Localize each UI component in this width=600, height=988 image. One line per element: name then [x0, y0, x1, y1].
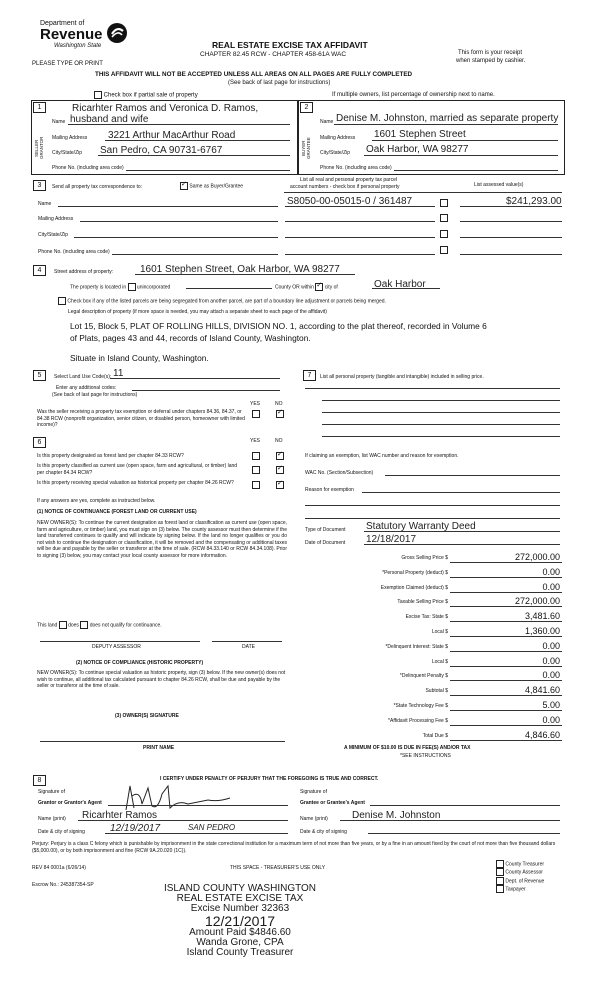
buyer-num: 2 [300, 102, 313, 113]
seller-name-line1: Ricarhter Ramos and Veronica D. Ramos, [72, 103, 259, 114]
tax-row-value: 4,841.60 [524, 685, 560, 696]
tax-row-label: *Delinquent Interest: State $ [385, 643, 448, 650]
city-of-checkbox[interactable] [315, 283, 323, 291]
parcel-number: S8050-00-05015-0 / 361487 [287, 196, 413, 207]
tax-row-label: Taxable Selling Price $ [397, 599, 448, 606]
dept-state: Washington State [54, 43, 102, 49]
grantor-city: SAN PEDRO [188, 823, 236, 832]
section7-num: 7 [303, 370, 316, 381]
if-yes-note: If any answers are yes, complete as instructed below. [37, 498, 156, 504]
s5-yes: YES [250, 401, 261, 407]
tax-row-value: 272,000.00 [514, 596, 560, 607]
seller-phone-label: Phone No. (including area code) [52, 165, 124, 171]
parcel-header-1: List all real and personal property tax parcel [300, 177, 397, 183]
multiple-owners-note: If multiple owners, list percentage of ownership next to name. [332, 92, 495, 98]
buyer-side-label: BUYER GRANTEE [301, 137, 311, 159]
copy-county-treasurer[interactable]: County Treasurer [496, 860, 544, 868]
grantor-date: 12/19/2017 [110, 823, 161, 834]
historic-yes[interactable] [252, 481, 260, 489]
buyer-phone-label: Phone No. (including area code) [320, 165, 392, 171]
assessed-header: List assessed value(s) [474, 182, 524, 188]
partial-sale-checkbox[interactable] [94, 91, 102, 99]
grantee-agent-label: Grantee or Grantee's Agent [300, 800, 365, 806]
parcel-2-personal-checkbox[interactable] [440, 214, 448, 222]
tax-row-value: 4,846.60 [524, 729, 560, 740]
legal-1: Lot 15, Block 5, PLAT OF ROLLING HILLS, DIVISION NO. 1, according to the plat thereof, recorded in Volume 6 [70, 321, 487, 331]
buyer-city-label: City/State/Zip [320, 150, 351, 156]
stamp-line4: 12/21/2017 [204, 913, 276, 929]
land-use-label: Select Land Use Code(s): [54, 374, 112, 380]
forest-question: Is this property designated as forest land per chapter 84.33 RCW? [37, 453, 184, 459]
reason-label: Reason for exemption [305, 487, 354, 493]
tax-row-label: Total Due $ [422, 732, 448, 739]
tax-row-underline [450, 740, 562, 741]
receipt-note-1: This form is your receipt [458, 50, 523, 56]
tax-row-value: 1,360.00 [524, 626, 560, 636]
section6-num: 6 [33, 437, 46, 448]
notice2-title: (2) NOTICE OF COMPLIANCE (HISTORIC PROPERTY) [76, 660, 204, 666]
property-city: Oak Harbor [374, 279, 426, 290]
grantor-date-label: Date & city of signing [38, 829, 85, 835]
tax-row-underline [450, 577, 562, 578]
tax-row-underline [450, 562, 562, 563]
tax-row-label: Local $ [431, 629, 448, 635]
doc-date: 12/18/2017 [366, 534, 417, 545]
stamp-line7: Island County Treasurer [186, 947, 294, 958]
forest-yes[interactable] [252, 452, 260, 460]
minimum-due: A MINIMUM OF $10.00 IS DUE IN FEE(S) AND/OR TAX [344, 745, 471, 751]
tax-row-value: 3,481.60 [524, 611, 560, 622]
tax-row-label: Excise Tax: State $ [405, 614, 448, 621]
parcel-header-2: account numbers - check box if personal property [290, 184, 400, 190]
copy-taxpayer[interactable]: Taxpayer [496, 885, 544, 893]
print-name: PRINT NAME [143, 745, 175, 751]
see-instructions: *SEE INSTRUCTIONS [400, 753, 451, 759]
does-not-checkbox[interactable] [80, 621, 88, 629]
legal-label: Legal description of property (if more space is needed, you may attach a separate sheet to each page of the affidavit) [68, 309, 327, 315]
grantor-name: Ricarhter Ramos [82, 810, 158, 821]
notice1-text: NEW OWNER(S): To continue the current designation as forest land or classification as current use (open space, farm and agriculture, or timber) land, you must sign on (3) below. The county assessor must then determine if the land transferred continues to qualify and will indicate by signing below. If the land no longer qualifies or you do not wish to continue the designation or classification, it will be removed and the compensating or additional taxes will be due and payable by the seller or transferor at the time of sale. (RCW 84.33.140 or RCW 84.34.108). Prior to signing (3) below, you may contact your local county assessor for more information. [37, 520, 287, 559]
stamp-line6: Wanda Grone, CPA [196, 937, 284, 948]
parcel-4-personal-checkbox[interactable] [440, 246, 448, 254]
seller-mailing: 3221 Arthur MacArthur Road [108, 130, 236, 141]
seller-mailing-label: Mailing Address [52, 135, 88, 141]
tax-row-value: 5.00 [542, 700, 560, 710]
tax-row-underline [450, 606, 562, 607]
tax-row-label: Gross Selling Price $ [401, 555, 448, 561]
legal-2: of Plats, pages 43 and 44, records of Island County, Washington. [70, 333, 311, 343]
tax-row-value: 0.00 [542, 655, 560, 666]
stamp-line1: ISLAND COUNTY WASHINGTON [163, 883, 317, 894]
personal-property-label: List all personal property (tangible and intangible) included in selling price. [320, 374, 484, 380]
county-within: County OR within ✓ city of [275, 283, 338, 291]
tax-row-label: *Delinquent Penalty $ [399, 673, 448, 680]
s3-mailing-label: Mailing Address [38, 216, 74, 222]
tax-row-underline [450, 695, 562, 696]
s6-no: NO [275, 438, 283, 444]
seller-side-label: SELLER GRANTOR [34, 136, 44, 160]
tax-row-label: *Affidavit Processing Fee $ [388, 717, 448, 724]
seller-num: 1 [33, 102, 46, 113]
tax-row-label: Exemption Claimed (deduct) $ [380, 584, 448, 591]
tax-row-underline [450, 666, 562, 667]
notice2-text: NEW OWNER(S): To continue special valuation as historic property, sign (3) below. If the new owner(s) does not wish to continue, all additional tax calculated pursuant to chapter 84.26 RCW, shall be due and payable by the seller or transferor at the time of sale. [37, 670, 286, 689]
tax-row-label: Local $ [431, 658, 448, 665]
copy-county-assessor[interactable]: County Assessor [496, 868, 544, 876]
segregated-line: Check box if any of the listed parcels are being segregated from another parcel, are part of a boundary line adjustment or parcels being merged. [58, 297, 386, 305]
current-use-yes[interactable] [252, 466, 260, 474]
see-back-note: (See back of last page for instructions) [228, 80, 331, 86]
notice1-title: (1) NOTICE OF CONTINUANCE (FOREST LAND OR CURRENT USE) [37, 509, 197, 515]
stamp-line2: REAL ESTATE EXCISE TAX [176, 893, 304, 904]
owner-signature: (3) OWNER(S) SIGNATURE [115, 713, 179, 719]
grantee-sig-of: Signature of [300, 789, 327, 795]
dept-line1: Department of [40, 20, 85, 27]
warning-text: THIS AFFIDAVIT WILL NOT BE ACCEPTED UNLESS ALL AREAS ON ALL PAGES ARE FULLY COMPLETED [95, 71, 413, 78]
tax-row-underline [450, 636, 562, 637]
tax-row-label: *State Technology Fee $ [393, 703, 448, 709]
section3-num: 3 [33, 180, 46, 191]
tax-row-underline [450, 651, 562, 652]
revenue-swirl-icon [106, 22, 128, 44]
send-correspondence-label: Send all property tax correspondence to: [52, 184, 143, 190]
same-as-buyer-checkbox[interactable] [180, 182, 188, 190]
perjury-statement: Perjury: Perjury is a class C felony which is punishable by imprisonment in the state correctional institution for a maximum term of not more than five years, or by a fine in an amount fixed by the court of not more than five thousand dollars ($5,000.00), or by both imprisonment and fine (RCW 9A.20.020 (1C)). [32, 841, 556, 854]
escrow-line: Escrow No.: 245387354-SP [32, 882, 94, 888]
buyer-name-label: Name [320, 119, 334, 125]
grantor-sig-of: Signature of [38, 789, 65, 795]
grantor-agent-label: Grantor or Grantor's Agent [38, 800, 102, 806]
seller-city-label: City/State/Zip [52, 150, 83, 156]
additional-codes-1: Enter any additional codes: [56, 385, 117, 391]
tax-row-value: 0.00 [542, 640, 560, 651]
historic-question: Is this property receiving special valuation as historical property per chapter 84.26 RCW? [37, 480, 234, 486]
form-subtitle: CHAPTER 82.45 RCW - CHAPTER 458-61A WAC [200, 51, 347, 58]
certify-text: I CERTIFY UNDER PENALTY OF PERJURY THAT THE FOREGOING IS TRUE AND CORRECT. [160, 776, 379, 782]
section5-num: 5 [33, 370, 46, 381]
buyer-name: Denise M. Johnston, married as separate property [336, 113, 559, 124]
receipt-note-2: when stamped by cashier. [456, 58, 526, 64]
buyer-mailing: 1601 Stephen Street [374, 129, 466, 140]
property-street: 1601 Stephen Street, Oak Harbor, WA 98277 [140, 264, 340, 275]
seller-city: San Pedro, CA 90731-6767 [100, 145, 223, 156]
section4-num: 4 [33, 265, 46, 276]
grantee-name: Denise M. Johnston [352, 810, 441, 821]
grantee-name-label: Name (print) [300, 816, 328, 822]
located-line: The property is located in unincorporated [70, 284, 171, 291]
partial-sale: Check box if partial sale of property [94, 91, 198, 99]
tax-row-value: 0.00 [542, 714, 560, 725]
forest-no[interactable] [276, 452, 284, 460]
claim-exemption-label: If claiming an exemption, list WAC number and reason for exemption. [305, 453, 459, 459]
historic-no[interactable] [276, 481, 284, 489]
seller-name-line2: husband and wife [70, 114, 149, 125]
parcel-1-personal-checkbox[interactable] [440, 199, 448, 207]
treasurer-stamp [140, 884, 340, 958]
tax-row-underline [450, 592, 562, 593]
tax-row-value: 0.00 [542, 670, 560, 681]
copy-list [496, 860, 544, 893]
deputy-date: DATE [242, 644, 255, 650]
doc-type-label: Type of Document [305, 527, 346, 533]
tax-row-label: Subtotal $ [425, 688, 448, 695]
s5-no: NO [275, 401, 283, 407]
s6-yes: YES [250, 438, 261, 444]
segregated-checkbox[interactable] [58, 297, 66, 305]
copy-dept-revenue[interactable]: Dept. of Revenue [496, 877, 544, 885]
tax-row-underline [450, 621, 562, 622]
type-or-print: PLEASE TYPE OR PRINT [32, 61, 103, 67]
tax-row-underline [450, 710, 562, 711]
seller-name-label: Name [52, 119, 66, 125]
assessed-value: $241,293.00 [506, 196, 562, 207]
exemption-question: Was the seller receiving a property tax exemption or deferral under chapters 84.36, 84.37, or 84.38 RCW (nonprofit organization, senior citizen, or disabled person, homeowner with limited income)? [37, 409, 245, 428]
grantee-date-label: Date & city of signing [300, 829, 347, 835]
additional-codes-2: (See back of last page for instructions) [52, 392, 138, 398]
s3-name-label: Name [38, 201, 52, 207]
form-revision: REV 84 0001a (6/26/14) [32, 865, 86, 871]
tax-row-underline [450, 725, 562, 726]
tax-row-value: 0.00 [542, 581, 560, 592]
s3-phone-label: Phone No. (including area code) [38, 249, 110, 255]
grantor-name-label: Name (print) [38, 816, 66, 822]
deputy-assessor: DEPUTY ASSESSOR [92, 644, 141, 650]
parcel-3-personal-checkbox[interactable] [440, 230, 448, 238]
treasurer-only: THIS SPACE - TREASURER'S USE ONLY [230, 865, 326, 871]
does-checkbox[interactable] [59, 621, 67, 629]
doc-type: Statutory Warranty Deed [366, 521, 476, 532]
wac-label: WAC No. (Section/Subsection) [305, 470, 374, 476]
revenue-logo [40, 20, 130, 60]
buyer-mailing-label: Mailing Address [320, 135, 356, 141]
exemption-no[interactable] [276, 410, 284, 418]
tax-row-value: 272,000.00 [514, 552, 560, 562]
stamp-line5: Amount Paid $4846.60 [189, 927, 291, 938]
current-use-no[interactable] [276, 466, 284, 474]
section8-num: 8 [33, 775, 46, 786]
buyer-city: Oak Harbor, WA 98277 [366, 144, 469, 155]
doc-date-label: Date of Document [305, 540, 346, 546]
same-as-buyer: ✓ Same as Buyer/Grantee [180, 182, 243, 190]
current-use-question: Is this property classified as current use (open space, farm and agricultural, or timber) land per chapter 84.34 RCW? [37, 463, 238, 476]
unincorporated-checkbox[interactable] [128, 283, 136, 291]
exemption-yes[interactable] [252, 410, 260, 418]
continuance-line: This land does does not qualify for continuance. [37, 622, 162, 629]
s3-city-label: City/State/Zip [38, 232, 69, 238]
dept-name: Revenue [40, 26, 103, 43]
tax-row-label: *Personal Property (deduct) $ [382, 569, 448, 576]
tax-row-value: 0.00 [542, 566, 560, 577]
land-use-code: 11 [113, 368, 124, 379]
tax-row-underline [450, 680, 562, 681]
street-label: Street address of property: [54, 269, 114, 275]
legal-3: Situate in Island County, Washington. [70, 353, 209, 363]
stamp-line3: Excise Number 32363 [190, 903, 290, 914]
form-title: REAL ESTATE EXCISE TAX AFFIDAVIT [212, 40, 368, 50]
